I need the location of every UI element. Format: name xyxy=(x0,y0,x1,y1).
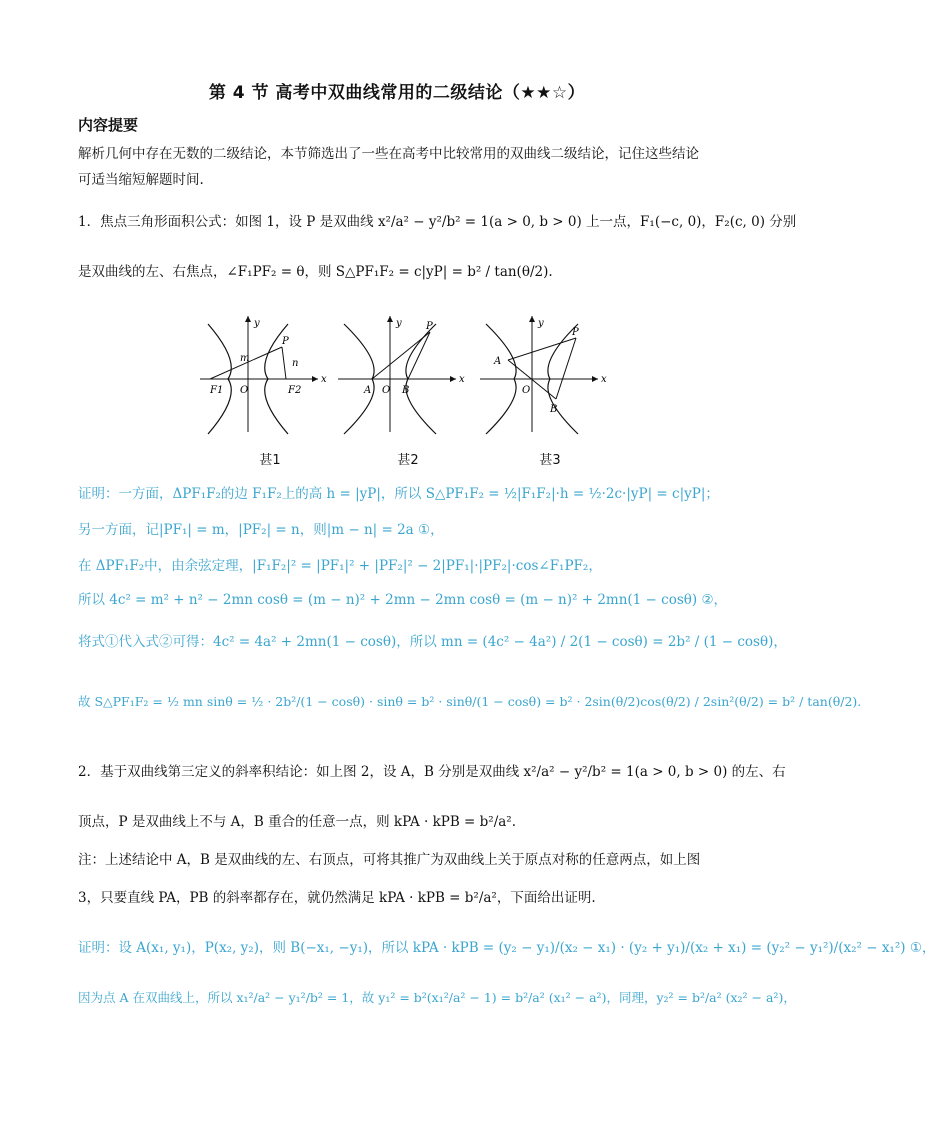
axis-y-label: y xyxy=(254,318,260,329)
figure-3-diagram xyxy=(480,316,620,466)
item2-line-1 xyxy=(78,762,786,782)
item2-text-a: 2．基于双曲线第三定义的斜率积结论：如上图 2，设 A，B 分别是双曲线 xyxy=(78,764,520,780)
point-B: B xyxy=(550,404,558,415)
figure-3-caption: 甚3 xyxy=(539,453,561,468)
figure-2-caption: 甚2 xyxy=(397,453,419,468)
proof1-line-4: 所以 4c² = m² + n² − 2mn cosθ = (m − n)² + 2mn − 2mn cosθ = (m − n)² + 2mn(1 − cosθ) ②， xyxy=(78,592,728,608)
item1-area-formula: S△PF₁F₂ = c|yP| = b² / tan(θ/2). xyxy=(335,264,553,280)
item2-line-2: 顶点，P 是双曲线上不与 A，B 重合的任意一点，则 kPA · kPB = b²/a². xyxy=(78,814,516,830)
figure-2 xyxy=(338,316,478,466)
origin-O: O xyxy=(382,385,391,396)
point-F1: F1 xyxy=(210,385,224,396)
proof2-line-2: 因为点 A 在双曲线上，所以 x₁²/a² − y₁²/b² = 1，故 y₁² = b²(x₁²/a² − 1) = b²/a² (x₁² − a²)，同理，y₂² = b²/a² (x₂² − a²)， xyxy=(78,990,796,1005)
point-P: P xyxy=(426,321,433,332)
item2-hyperbola-eq: x²/a² − y²/b² = 1(a > 0, b > 0) xyxy=(523,764,728,780)
item2-note-2: 3，只要直线 PA，PB 的斜率都存在，就仍然满足 kPA · kPB = b²/a²，下面给出证明. xyxy=(78,890,596,906)
intro-line-2: 可适当缩短解题时间. xyxy=(78,172,204,188)
axis-x-label: x xyxy=(321,374,327,385)
figure-2-diagram xyxy=(338,316,478,466)
proof1-line-6: 故 S△PF₁F₂ = ½ mn sinθ = ½ · 2b²/(1 − cosθ) · sinθ = b² · sinθ/(1 − cosθ) = b² · 2sin(θ/2)cos(θ/2) / 2sin²(θ/2) = b² / tan(θ/2). xyxy=(78,694,862,709)
item1-text-d: 是双曲线的左、右焦点，∠F₁PF₂ = θ，则 xyxy=(78,264,332,280)
label-n: n xyxy=(292,358,299,369)
page-title: 第 4 节 高考中双曲线常用的二级结论（★★☆） xyxy=(208,83,586,103)
point-B: B xyxy=(402,385,410,396)
proof1-line-1: 证明：一方面，ΔPF₁F₂的边 F₁F₂上的高 h = |yP|，所以 S△PF₁F₂ = ½|F₁F₂|·h = ½·2c·|yP| = c|yP|； xyxy=(78,486,719,502)
point-A: A xyxy=(494,356,502,367)
figure-3 xyxy=(480,316,620,466)
point-P: P xyxy=(282,336,289,347)
axis-x-label: x xyxy=(459,374,465,385)
origin-O: O xyxy=(240,385,249,396)
item2-text-c: 的左、右 xyxy=(731,764,786,780)
axis-x-label: x xyxy=(601,374,607,385)
item2-note-1: 注：上述结论中 A，B 是双曲线的左、右顶点，可将其推广为双曲线上关于原点对称的任意两点，如上图 xyxy=(78,852,701,868)
item1-text-c: 上一点，F₁(−c, 0)，F₂(c, 0) 分别 xyxy=(586,214,797,230)
item1-hyperbola-eq: x²/a² − y²/b² = 1(a > 0, b > 0) xyxy=(377,214,582,230)
axis-y-label: y xyxy=(538,318,544,329)
item1-text-a: 1．焦点三角形面积公式：如图 1，设 P 是双曲线 xyxy=(78,214,374,230)
proof1-line-5: 将式①代入式②可得：4c² = 4a² + 2mn(1 − cosθ)，所以 mn = (4c² − 4a²) / 2(1 − cosθ) = 2b² / (1 − cosθ)， xyxy=(78,634,787,650)
section-heading: 内容提要 xyxy=(78,116,139,134)
point-A: A xyxy=(364,385,372,396)
figure-1-caption: 甚1 xyxy=(259,453,281,468)
proof2-line-1: 证明：设 A(x₁, y₁)，P(x₂, y₂)，则 B(−x₁, −y₁)，所以 kPA · kPB = (y₂ − y₁)/(x₂ − x₁) · (y₂ + y₁)/(x₂ + x₁) = (y₂² − y₁²)/(x₂² − x₁²) ①， xyxy=(78,940,935,956)
item1-line-2 xyxy=(78,262,553,282)
intro-line-1: 解析几何中存在无数的二级结论，本节筛选出了一些在高考中比较常用的双曲线二级结论，记住这些结论 xyxy=(78,146,699,162)
figure-1-diagram xyxy=(200,316,340,466)
proof1-line-3: 在 ΔPF₁F₂中，由余弦定理，|F₁F₂|² = |PF₁|² + |PF₂|² − 2|PF₁|·|PF₂|·cos∠F₁PF₂， xyxy=(78,558,602,574)
point-P: P xyxy=(572,327,579,338)
item1-line-1 xyxy=(78,212,796,232)
point-F2: F2 xyxy=(288,385,302,396)
label-m: m xyxy=(240,353,250,364)
axis-y-label: y xyxy=(396,318,402,329)
figure-1 xyxy=(200,316,340,466)
proof1-line-2: 另一方面，记|PF₁| = m，|PF₂| = n，则|m − n| = 2a ①， xyxy=(78,522,444,538)
origin-O: O xyxy=(522,385,531,396)
